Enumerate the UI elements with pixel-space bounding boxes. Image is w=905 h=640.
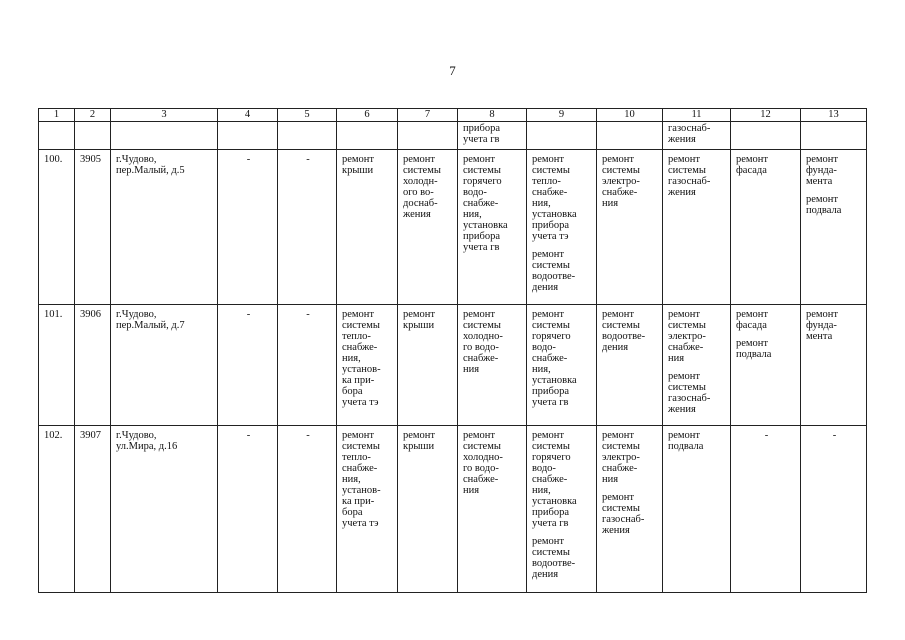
- column-header: 7: [398, 109, 458, 122]
- address-cell: [111, 426, 218, 593]
- table-cell: [527, 150, 597, 305]
- dash-cell: -: [278, 305, 337, 426]
- page-number: 7: [449, 63, 456, 78]
- repair-item: ремонт крыши: [342, 154, 375, 176]
- column-number-row: [39, 109, 867, 122]
- table-cell: [663, 426, 731, 593]
- dash-cell: -: [218, 150, 278, 305]
- table-cell: [801, 150, 867, 305]
- column-header: 4: [218, 109, 278, 122]
- continuation-row: [39, 122, 867, 150]
- table-cell: [527, 305, 597, 426]
- table-cell: [458, 150, 527, 305]
- table-cell: [527, 426, 597, 593]
- repair-item: ремонт системы газоснаб- жения: [668, 371, 711, 415]
- row-number: 101.: [39, 305, 75, 426]
- column-header: 13: [801, 109, 867, 122]
- table-cell: [597, 305, 663, 426]
- repair-item: ремонт фунда- мента: [806, 154, 839, 187]
- repair-item: ремонт подвала: [806, 194, 842, 216]
- repair-item: ремонт системы холодно- го водо- снабже- ния: [463, 430, 503, 496]
- column-header: 9: [527, 109, 597, 122]
- building-code: 3907: [75, 426, 111, 593]
- repair-item: ремонт системы электро- снабже- ния: [602, 430, 640, 485]
- column-header: 8: [458, 109, 527, 122]
- address-cell: [111, 305, 218, 426]
- table-cell: [398, 305, 458, 426]
- column-header: 3: [111, 109, 218, 122]
- table-cell: [398, 426, 458, 593]
- building-code: 3906: [75, 305, 111, 426]
- repair-item: ремонт системы горячего водо- снабже- ния, установка прибора учета гв: [463, 154, 508, 253]
- column-header: 10: [597, 109, 663, 122]
- dash-cell: -: [731, 426, 801, 593]
- cell-text: газоснаб- жения: [668, 123, 711, 145]
- address: г.Чудово, ул.Мира, д.16: [116, 430, 178, 452]
- address: г.Чудово, пер.Малый, д.7: [116, 309, 185, 331]
- table-cell: [398, 150, 458, 305]
- column-header: 12: [731, 109, 801, 122]
- address-cell: [111, 150, 218, 305]
- table-cell: [597, 426, 663, 593]
- dash-cell: -: [218, 426, 278, 593]
- repair-item: ремонт системы тепло- снабже- ния, установ- ка при- бора учета тэ: [342, 309, 381, 408]
- dash-cell: -: [278, 426, 337, 593]
- table-row: [39, 305, 867, 426]
- column-header: 1: [39, 109, 75, 122]
- column-header: 2: [75, 109, 111, 122]
- cell-text: прибора учета гв: [463, 123, 500, 145]
- repair-item: ремонт фасада: [736, 154, 769, 176]
- repair-item: ремонт подвала: [736, 338, 772, 360]
- repair-item: ремонт системы водоотве- дения: [532, 249, 576, 293]
- repair-item: ремонт фасада: [736, 309, 769, 331]
- repair-item: ремонт системы газоснаб- жения: [602, 492, 645, 536]
- dash-cell: -: [801, 426, 867, 593]
- table-cell: [663, 305, 731, 426]
- table-cell: [663, 150, 731, 305]
- table-cell: [337, 305, 398, 426]
- repair-item: ремонт подвала: [668, 430, 704, 452]
- table-cell: [337, 150, 398, 305]
- repair-item: ремонт системы тепло- снабже- ния, установка прибора учета тэ: [532, 154, 577, 242]
- repair-item: ремонт крыши: [403, 309, 436, 331]
- table-cell: [663, 122, 731, 150]
- repair-item: ремонт системы электро- снабже- ния: [668, 309, 706, 364]
- table-cell: [731, 150, 801, 305]
- repair-item: ремонт системы тепло- снабже- ния, установ- ка при- бора учета тэ: [342, 430, 381, 529]
- repair-item: ремонт системы холодно- го водо- снабже- ния: [463, 309, 503, 375]
- dash-cell: -: [218, 305, 278, 426]
- table-cell: [731, 305, 801, 426]
- table-cell: [458, 122, 527, 150]
- repair-item: ремонт фунда- мента: [806, 309, 839, 342]
- repair-schedule-table: [38, 108, 867, 593]
- repair-item: ремонт системы горячего водо- снабже- ния, установка прибора учета гв: [532, 430, 577, 529]
- repair-item: ремонт системы электро- снабже- ния: [602, 154, 640, 209]
- repair-item: ремонт крыши: [403, 430, 436, 452]
- table-row: [39, 426, 867, 593]
- repair-item: ремонт системы горячего водо- снабже- ния, установка прибора учета гв: [532, 309, 577, 408]
- table-cell: [337, 426, 398, 593]
- row-number: 100.: [39, 150, 75, 305]
- address: г.Чудово, пер.Малый, д.5: [116, 154, 185, 176]
- repair-item: ремонт системы водоотве- дения: [532, 536, 576, 580]
- repair-item: ремонт системы водоотве- дения: [602, 309, 646, 353]
- column-header: 5: [278, 109, 337, 122]
- column-header: 6: [337, 109, 398, 122]
- table-cell: [597, 150, 663, 305]
- table-cell: [458, 305, 527, 426]
- repair-item: ремонт системы холодн- ого во- доснаб- жения: [403, 154, 441, 220]
- row-number: 102.: [39, 426, 75, 593]
- table-cell: [458, 426, 527, 593]
- dash-cell: -: [278, 150, 337, 305]
- table-cell: [801, 305, 867, 426]
- column-header: 11: [663, 109, 731, 122]
- repair-item: ремонт системы газоснаб- жения: [668, 154, 711, 198]
- table-row: [39, 150, 867, 305]
- building-code: 3905: [75, 150, 111, 305]
